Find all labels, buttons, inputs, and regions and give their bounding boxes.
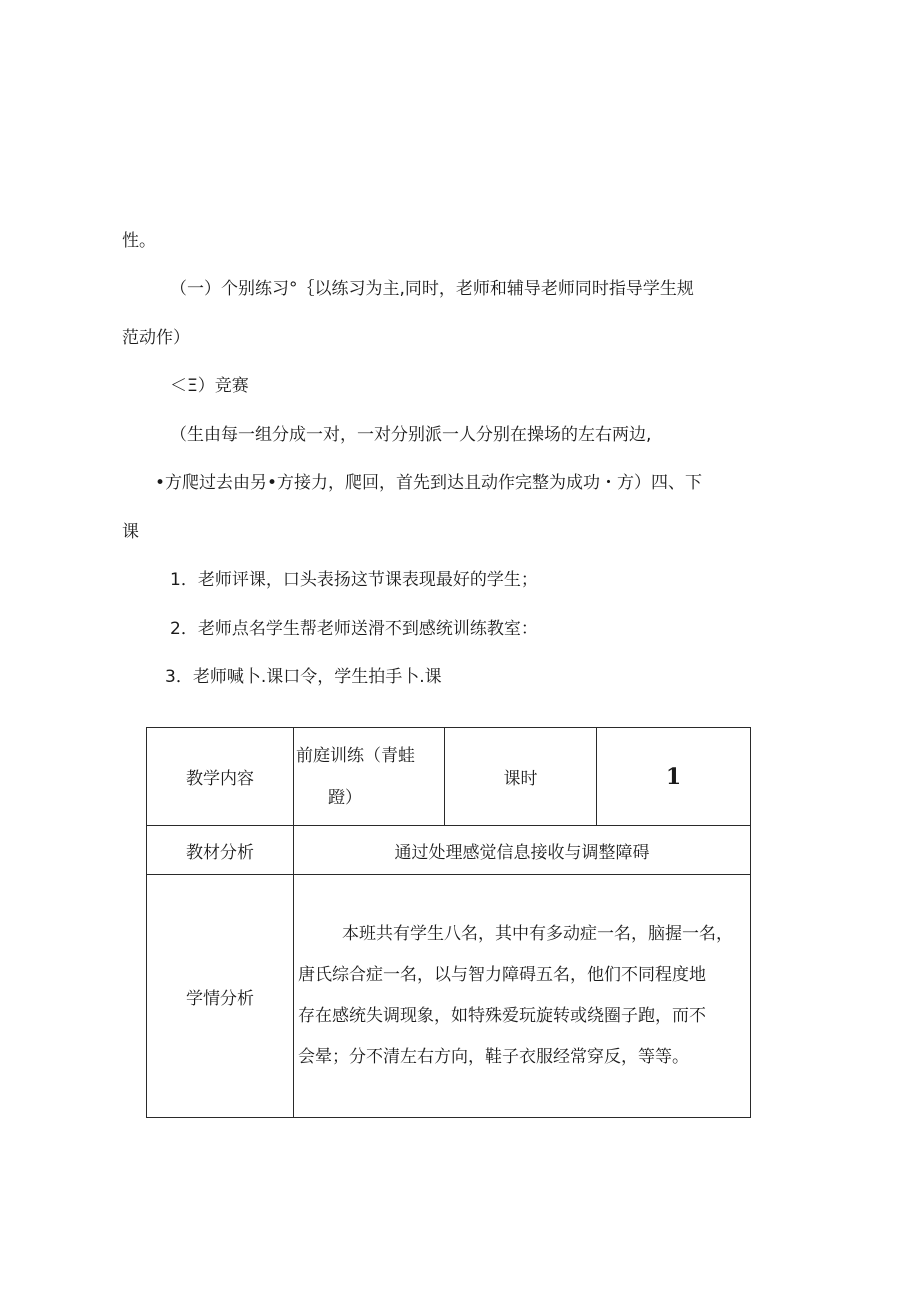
text-line: （一）个别练习°｛以练习为主,同时，老师和辅导老师同时指导学生规 <box>170 279 694 299</box>
lesson-plan-table <box>146 727 751 1118</box>
list-item: 1．老师评课，口头表扬这节课表现最好的学生； <box>170 570 538 590</box>
paragraph-line: 存在感统失调现象，如特殊爱玩旋转或绕圈子跑，而不 <box>298 1006 706 1026</box>
table-row <box>147 875 751 1118</box>
list-item: 2．老师点名学生帮老师送滑不到感统训练教室： <box>170 619 538 639</box>
paragraph-line: 唐氏综合症一名，以与智力障碍五名，他们不同程度地 <box>298 965 706 985</box>
class-hours-label: 课时 <box>445 728 597 826</box>
table-row <box>147 826 751 875</box>
topic-line: 前庭训练（青蛙 <box>296 745 415 766</box>
table-row <box>147 728 751 826</box>
list-item: 3．老师喊卜.课口令，学生拍手卜.课 <box>165 667 442 687</box>
text-line: 范动作） <box>122 328 190 348</box>
teaching-content-value <box>294 728 445 826</box>
topic-line: 蹬） <box>328 787 362 808</box>
class-hours-value: 1 <box>597 728 751 826</box>
paragraph-line: 会晕；分不清左右方向，鞋子衣服经常穿反，等等。 <box>298 1047 689 1067</box>
paragraph-line: 本班共有学生八名，其中有多动症一名，脑握一名， <box>342 924 733 944</box>
text-line: •方爬过去由另•方接力，爬回，首先到达且动作完整为成功・方）四、下 <box>155 473 703 493</box>
section-heading: ＜Ξ）竞赛 <box>170 376 249 396</box>
text-line: （生由每一组分成一对，一对分别派一人分别在操场的左右两边, <box>170 425 652 445</box>
material-analysis-label: 教材分析 <box>147 826 294 875</box>
teaching-content-label: 教学内容 <box>147 728 294 826</box>
student-analysis-value <box>294 875 751 1118</box>
text-line: 课 <box>122 522 139 542</box>
material-analysis-value: 通过处理感觉信息接收与调整障碍 <box>294 826 751 875</box>
student-analysis-label: 学情分析 <box>147 875 294 1118</box>
text-line: 性。 <box>122 231 156 251</box>
